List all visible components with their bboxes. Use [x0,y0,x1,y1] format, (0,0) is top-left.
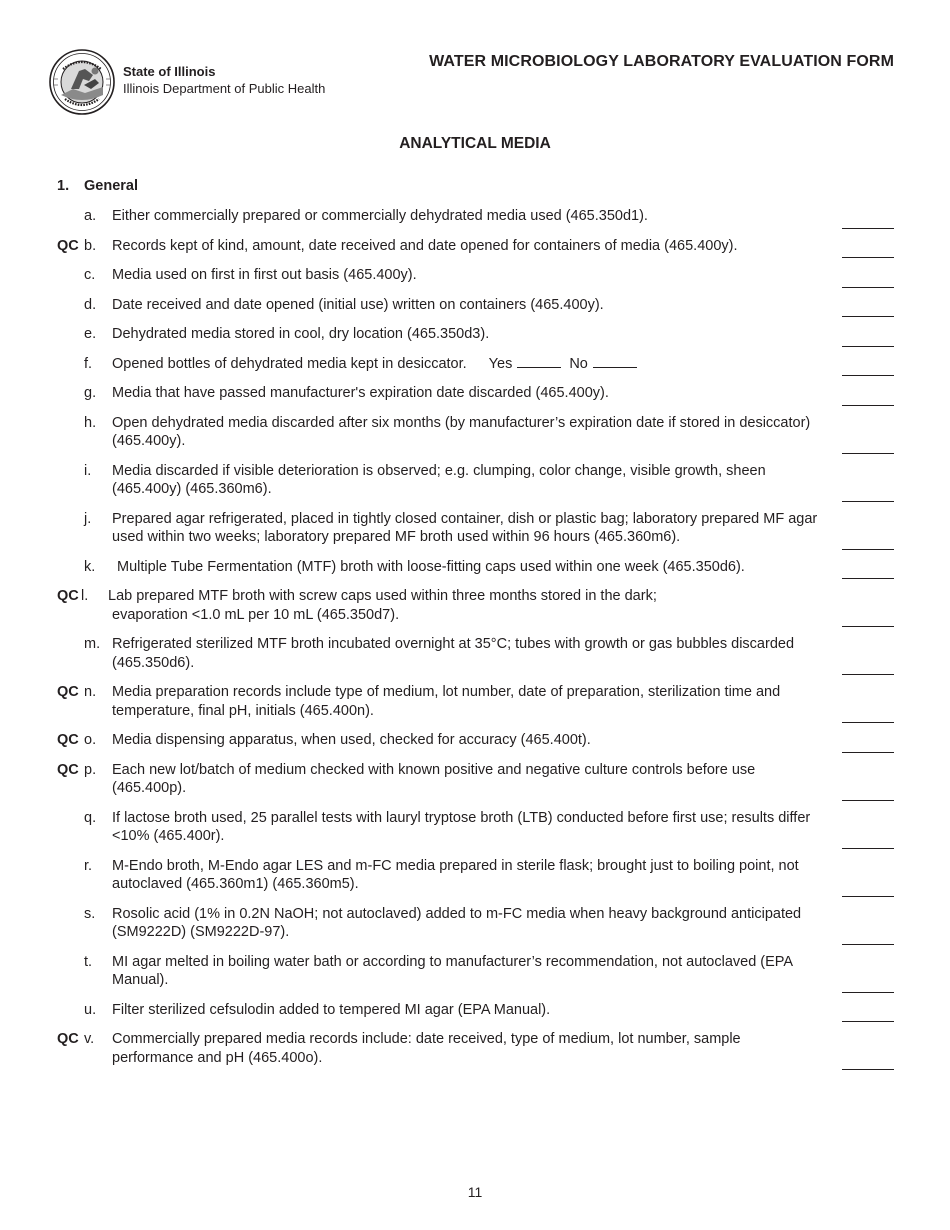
item-text-line: Refrigerated sterilized MTF broth incubated overnight at 35°C; tubes with growth or gas bubbles discarded (465.350d6). [112,636,795,671]
item-letter: s. [84,905,96,922]
item-letter: l. [81,588,89,604]
item-text-line: Opened bottles of dehydrated media kept in desiccator. [112,355,467,372]
response-blank[interactable] [842,673,894,675]
response-blank[interactable] [842,847,894,849]
item-text [112,237,824,256]
item-text [112,207,824,226]
response-blank[interactable] [842,991,894,993]
yes-blank[interactable] [517,355,561,368]
item-text [112,683,824,720]
item-text [112,635,824,672]
checklist-item [0,1001,950,1020]
checklist-item [0,683,950,720]
item-letter: o. [84,732,97,748]
item-text [112,953,824,990]
item-text-line: Commercially prepared media records include: date received, type of medium, lot number, sample performance and pH (465.400o). [112,1031,741,1066]
item-text-line: MI agar melted in boiling water bath or according to manufacturer’s recommendation, not autoclaved (EPA Manual). [112,953,793,988]
response-blank[interactable] [842,751,894,753]
qc-marker: QC [57,684,79,700]
checklist-item [0,587,950,624]
response-blank[interactable] [842,404,894,406]
response-blank[interactable] [842,548,894,550]
response-blank[interactable] [842,1020,894,1022]
general-heading: General [84,178,138,194]
item-letter: i. [84,462,92,479]
item-text-line: Lab prepared MTF broth with screw caps used within three months stored in the dark; [108,588,657,604]
checklist-item [0,857,950,894]
item-text [112,857,824,894]
item-letter: v. [84,1031,95,1047]
qc-marker: QC [57,732,79,748]
item-text [108,587,820,624]
item-text [112,731,824,750]
item-text [117,558,817,577]
item-letter: m. [84,636,101,652]
item-text-line: If lactose broth used, 25 parallel tests with lauryl tryptose broth (LTB) conducted before first use; results differ <10% (465.400r). [112,809,811,844]
checklist-item [0,558,950,577]
checklist-item [0,809,950,846]
item-letter: p. [84,761,97,778]
item-letter: f. [84,355,93,372]
checklist-item [0,237,950,256]
general-number: 1. [57,178,70,194]
item-text [112,384,824,403]
item-text-line: Date received and date opened (initial use) written on containers (465.400y). [112,296,604,313]
item-letter: c. [84,267,96,283]
item-text-line: Prepared agar refrigerated, placed in tightly closed container, dish or plastic bag; laboratory prepared MF agar used within two weeks; laboratory prepared MF broth used within 96 hours (465.360m6). [112,510,818,545]
item-text-line: Dehydrated media stored in cool, dry location (465.350d3). [112,326,490,342]
item-text-line: Media used on first in first out basis (465.400y). [112,267,417,283]
item-text [112,414,824,451]
qc-marker: QC [57,237,79,254]
response-blank[interactable] [842,625,894,627]
response-blank[interactable] [842,799,894,801]
response-blank[interactable] [842,895,894,897]
item-text [112,296,824,315]
checklist-item [0,1030,950,1067]
response-blank[interactable] [842,452,894,454]
checklist-item [0,325,950,344]
checklist-item [0,266,950,285]
checklist [0,207,950,1078]
section-title: ANALYTICAL MEDIA [399,135,551,152]
checklist-item [0,761,950,798]
item-text [112,1030,824,1067]
response-blank[interactable] [842,315,894,317]
item-text [112,462,824,499]
item-text-continuation: evaporation <1.0 mL per 10 mL (465.350d7). [112,606,400,623]
checklist-item [0,510,950,547]
item-text-line: Multiple Tube Fermentation (MTF) broth with loose-fitting caps used within one week (465.350d6). [117,558,745,575]
item-text [112,325,824,344]
item-text [112,905,824,942]
checklist-item [0,355,950,374]
item-letter: h. [84,414,97,431]
checklist-item [0,296,950,315]
item-text-line: Media that have passed manufacturer's expiration date discarded (465.400y). [112,385,609,401]
response-blank[interactable] [842,256,894,258]
response-blank[interactable] [842,943,894,945]
checklist-item [0,207,950,226]
item-text [112,510,824,547]
department-name: Illinois Department of Public Health [123,81,326,96]
item-text-line: Filter sterilized cefsulodin added to tempered MI agar (EPA Manual). [112,1001,551,1018]
item-text-line: Records kept of kind, amount, date received and date opened for containers of media (465.400y). [112,237,738,254]
item-text-line: Media dispensing apparatus, when used, checked for accuracy (465.400t). [112,732,591,748]
response-blank[interactable] [842,227,894,229]
item-text [112,266,824,285]
item-letter: g. [84,385,97,401]
item-letter: j. [84,510,92,527]
response-blank[interactable] [842,374,894,376]
item-letter: b. [84,237,97,254]
yes-no-fields [489,356,645,372]
response-blank[interactable] [842,345,894,347]
state-name: State of Illinois [123,64,216,79]
item-text [112,355,824,374]
response-blank[interactable] [842,500,894,502]
checklist-item [0,414,950,451]
yes-label: Yes [488,355,513,372]
item-letter: u. [84,1001,97,1018]
item-text-line: M-Endo broth, M-Endo agar LES and m-FC media prepared in sterile flask; brought just to boiling point, not autoclaved (465.360m1) (465.360m5). [112,857,799,892]
item-letter: q. [84,809,97,826]
checklist-item [0,731,950,750]
checklist-item [0,905,950,942]
item-letter: d. [84,296,97,313]
item-text [112,1001,824,1020]
no-label: No [569,355,588,372]
checklist-item [0,384,950,403]
item-text-line: Media discarded if visible deterioration is observed; e.g. clumping, color change, visible growth, sheen (465.400y) (465.360m6). [112,462,766,497]
no-blank[interactable] [593,355,637,368]
illinois-state-seal-icon [49,49,115,115]
response-blank[interactable] [842,1068,894,1070]
item-letter: r. [84,857,93,874]
item-letter: e. [84,326,97,342]
checklist-item [0,953,950,990]
form-title: WATER MICROBIOLOGY LABORATORY EVALUATION FORM [429,53,894,70]
qc-marker: QC [57,1031,79,1047]
item-text-line: Rosolic acid (1% in 0.2N NaOH; not autoclaved) added to m-FC media when heavy background anticipated (SM9222D) (SM9222D-97). [112,905,802,940]
item-text [112,761,824,798]
qc-marker: QC [57,761,79,778]
item-letter: k. [84,558,96,575]
item-letter: a. [84,208,97,224]
item-letter: n. [84,684,97,700]
response-blank[interactable] [842,577,894,579]
item-text-line: Media preparation records include type of medium, lot number, date of preparation, sterilization time and temperature, final pH, initials (465.400n). [112,684,781,719]
item-text-line: Each new lot/batch of medium checked with known positive and negative culture controls before use (465.400p). [112,761,756,796]
item-letter: t. [84,953,93,970]
checklist-item [0,635,950,672]
item-text-line: Open dehydrated media discarded after six months (by manufacturer’s expiration date if stored in desiccator) (465.400y). [112,414,811,449]
checklist-item [0,462,950,499]
qc-marker: QC [57,588,79,604]
response-blank[interactable] [842,286,894,288]
item-text-line: Either commercially prepared or commercially dehydrated media used (465.350d1). [112,208,648,224]
agency-block [123,63,325,97]
item-text [112,809,824,846]
response-blank[interactable] [842,721,894,723]
page-number: 11 [467,1184,483,1200]
